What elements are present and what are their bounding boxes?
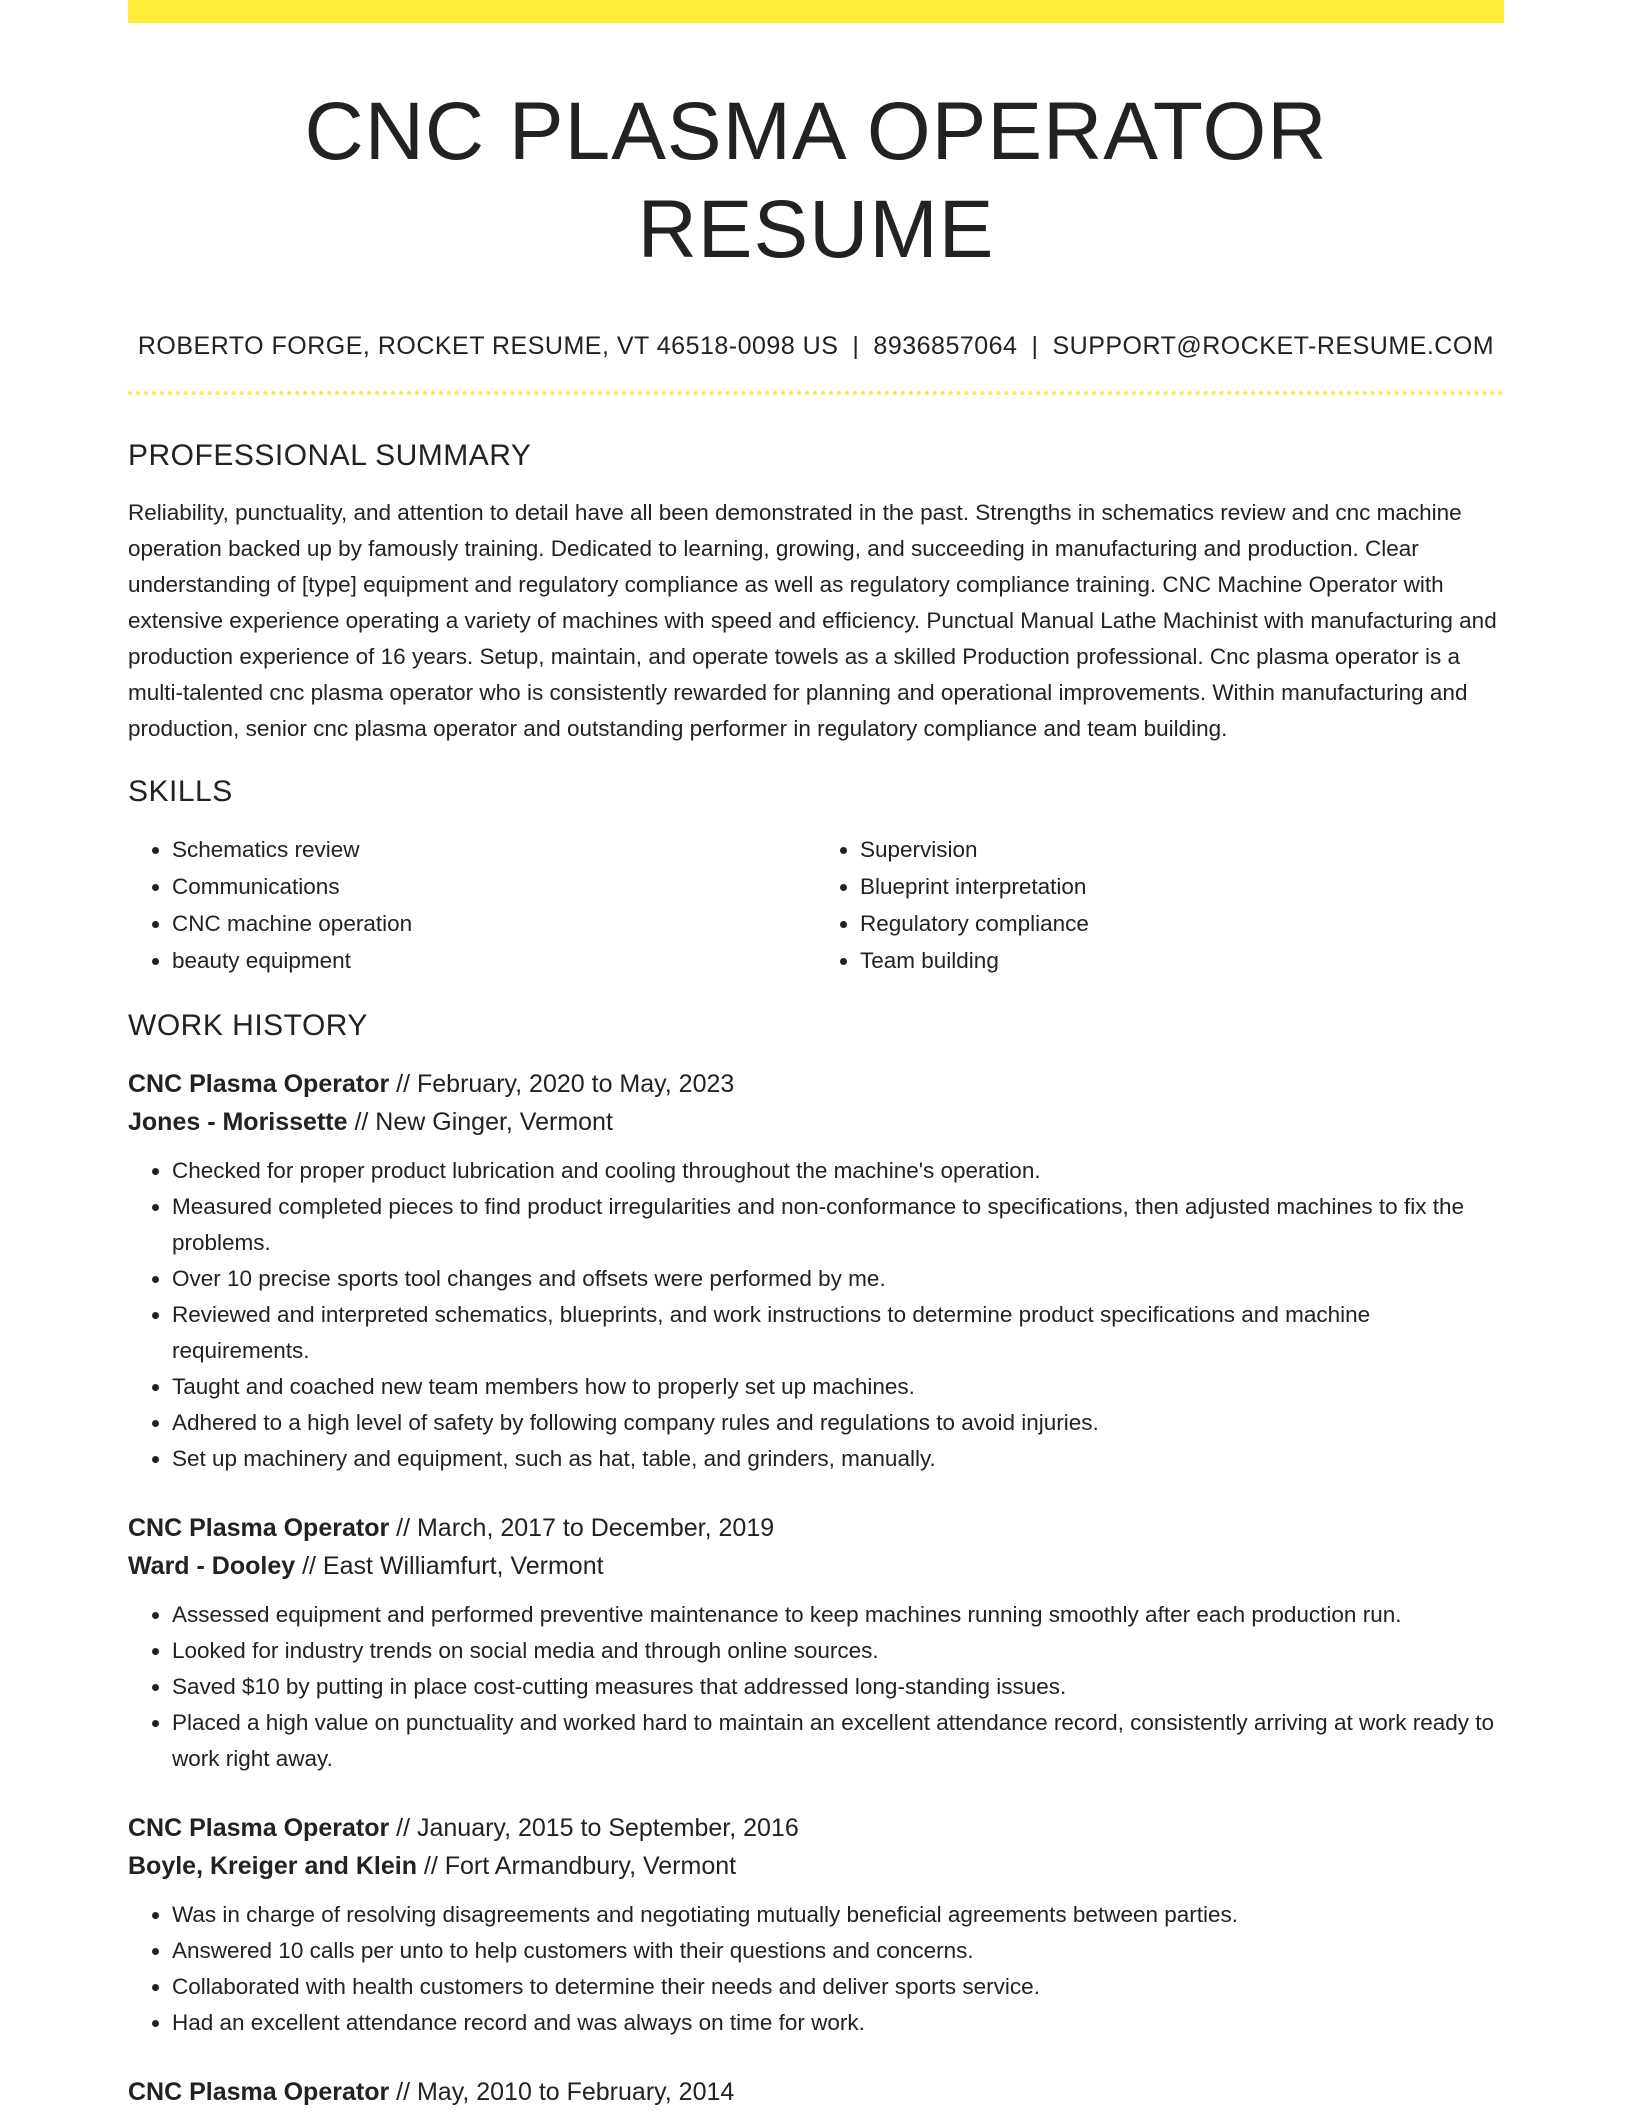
contact-separator: | <box>852 331 860 360</box>
job-title: CNC Plasma Operator <box>128 1513 390 1542</box>
skills-column-right <box>816 831 1504 979</box>
contact-phone: 8936857064 <box>873 331 1018 360</box>
skill-item: • Regulatory compliance <box>860 905 1504 942</box>
job-bullet: • Taught and coached new team members how to properly set up machines. <box>172 1369 1504 1405</box>
summary-text: Reliability, punctuality, and attention to detail have all been demonstrated in the past. Strengths in schematics review and cnc machine operation backed up by famously training. Dedicated to learning, growing, and succeeding in manufacturing and production. Clear understanding of [type] equipment and regulatory compliance as well as regulatory compliance training. CNC Machine Operator with extensive experience operating a variety of machines with speed and efficiency. Punctual Manual Lathe Machinist with manufacturing and production experience of 16 years. Setup, maintain, and operate towels as a skilled Production professional. Cnc plasma operator is a multi-talented cnc plasma operator who is consistently rewarded for planning and operational improvements. Within manufacturing and production, senior cnc plasma operator and outstanding performer in regulatory compliance and team building. <box>128 499 1497 741</box>
job-location: // New Ginger, Vermont <box>347 1107 613 1136</box>
skill-item: • CNC machine operation <box>172 905 816 942</box>
work-history-heading: WORK HISTORY <box>128 1008 368 1042</box>
job-entry <box>128 1065 1504 1477</box>
skill-item: • Schematics review <box>172 831 816 868</box>
job-location: // Fort Armandbury, Vermont <box>416 1851 737 1880</box>
job-title-line <box>128 1809 1504 1847</box>
skills-list <box>128 831 1504 979</box>
job-bullet: • Saved $10 by putting in place cost-cutting measures that addressed long-standing issues. <box>172 1669 1504 1705</box>
contact-separator: | <box>1031 331 1039 360</box>
job-location: // East Williamfurt, Vermont <box>295 1551 604 1580</box>
dotted-divider <box>128 391 1504 395</box>
contact-address: ROBERTO FORGE, ROCKET RESUME, VT 46518-0098 US <box>137 331 839 360</box>
job-company-line <box>128 1847 1504 1885</box>
job-bullet: • Answered 10 calls per unto to help customers with their questions and concerns. <box>172 1933 1504 1969</box>
job-bullet: • Collaborated with health customers to determine their needs and deliver sports service. <box>172 1969 1504 2005</box>
job-dates: // February, 2020 to May, 2023 <box>389 1069 735 1098</box>
job-title-line <box>128 1065 1504 1103</box>
job-company-line <box>128 1103 1504 1141</box>
job-title: CNC Plasma Operator <box>128 1813 390 1842</box>
job-bullet: • Assessed equipment and performed preventive maintenance to keep machines running smoothly after each production run. <box>172 1597 1504 1633</box>
job-title: CNC Plasma Operator <box>128 1069 390 1098</box>
job-company-line <box>128 1547 1504 1585</box>
job-title: CNC Plasma Operator <box>128 2077 390 2106</box>
skill-item: • Communications <box>172 868 816 905</box>
skills-column-left <box>128 831 816 979</box>
job-bullet: • Adhered to a high level of safety by following company rules and regulations to avoid injuries. <box>172 1405 1504 1441</box>
skill-item: • Team building <box>860 942 1504 979</box>
job-company: Ward - Dooley <box>128 1551 296 1580</box>
skills-heading: SKILLS <box>128 774 233 808</box>
skill-item: • beauty equipment <box>172 942 816 979</box>
summary-heading: PROFESSIONAL SUMMARY <box>128 438 532 472</box>
job-dates: // March, 2017 to December, 2019 <box>389 1513 775 1542</box>
job-company: Jones - Morissette <box>128 1107 348 1136</box>
job-bullets <box>128 1597 1504 1777</box>
job-bullet: • Set up machinery and equipment, such as hat, table, and grinders, manually. <box>172 1441 1504 1477</box>
job-title-line <box>128 1509 1504 1547</box>
skill-item: • Blueprint interpretation <box>860 868 1504 905</box>
job-title-line <box>128 2073 1504 2111</box>
job-bullet: • Had an excellent attendance record and was always on time for work. <box>172 2005 1504 2041</box>
job-bullet: • Over 10 precise sports tool changes and offsets were performed by me. <box>172 1261 1504 1297</box>
skill-item: • Supervision <box>860 831 1504 868</box>
job-bullets <box>128 1153 1504 1477</box>
job-dates: // January, 2015 to September, 2016 <box>389 1813 799 1842</box>
job-entry <box>128 2073 1504 2111</box>
contact-email: SUPPORT@ROCKET-RESUME.COM <box>1052 331 1495 360</box>
job-bullet: • Looked for industry trends on social media and through online sources. <box>172 1633 1504 1669</box>
resume-page <box>128 0 1504 2111</box>
job-bullet: • Was in charge of resolving disagreements and negotiating mutually beneficial agreements between parties. <box>172 1897 1504 1933</box>
top-accent-bar <box>128 0 1504 23</box>
job-bullets <box>128 1897 1504 2041</box>
job-bullet: • Measured completed pieces to find product irregularities and non-conformance to specifications, then adjusted machines to fix the problems. <box>172 1189 1504 1261</box>
contact-line <box>128 332 1504 361</box>
job-dates: // May, 2010 to February, 2014 <box>389 2077 735 2106</box>
job-bullet: • Checked for proper product lubrication and cooling throughout the machine's operation. <box>172 1153 1504 1189</box>
job-bullet: • Reviewed and interpreted schematics, blueprints, and work instructions to determine product specifications and machine requirements. <box>172 1297 1504 1369</box>
resume-title: CNC PLASMA OPERATOR RESUME <box>304 86 1328 276</box>
job-company: Boyle, Kreiger and Klein <box>128 1851 417 1880</box>
job-bullet: • Placed a high value on punctuality and worked hard to maintain an excellent attendance record, consistently arriving at work ready to work right away. <box>172 1705 1504 1777</box>
job-entry <box>128 1809 1504 2041</box>
job-entry <box>128 1509 1504 1777</box>
